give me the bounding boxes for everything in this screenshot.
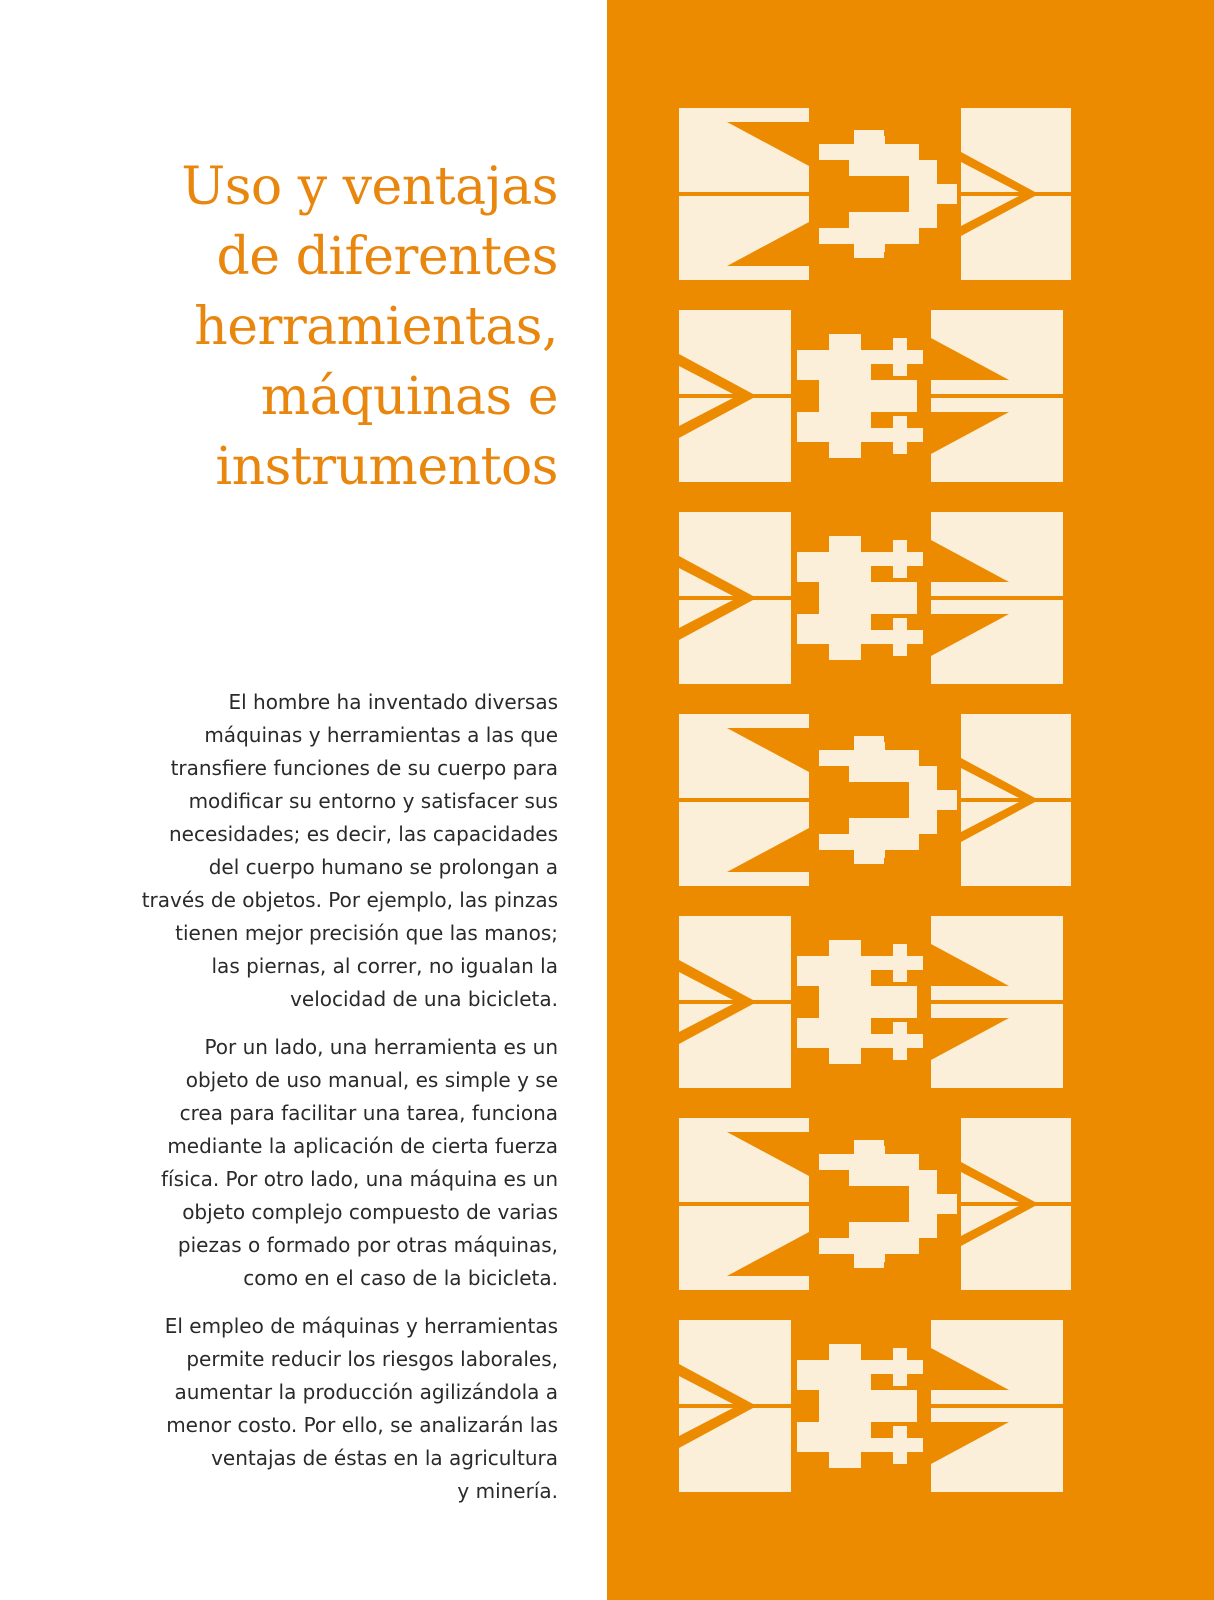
text-line: física. Por otro lado, una máquina es un [161, 1167, 558, 1191]
title-line: instrumentos [215, 437, 558, 497]
text-line: través de objetos. Por ejemplo, las pinzas [141, 888, 558, 912]
text-line: ventajas de éstas en la agricultura [211, 1446, 558, 1470]
text-line: del cuerpo humano se prolongan a [208, 855, 558, 879]
text-line: mediante la aplicación de cierta fuerza [167, 1134, 558, 1158]
paragraph [40, 686, 558, 1016]
text-line: menor costo. Por ello, se analizarán las [166, 1413, 558, 1437]
title-line: herramientas, [194, 297, 558, 357]
title-line: Uso y ventajas [181, 157, 558, 217]
text-line: crea para facilitar una tarea, funciona [179, 1101, 558, 1125]
text-line: objeto de uso manual, es simple y se [185, 1068, 558, 1092]
text-line: El empleo de máquinas y herramientas [164, 1314, 558, 1338]
text-line: velocidad de una bicicleta. [290, 987, 558, 1011]
title-line: de diferentes [216, 227, 558, 287]
text-line: Por un lado, una herramienta es un [204, 1035, 558, 1059]
body-text [40, 686, 558, 1523]
text-line: modificar su entorno y satisfacer sus [188, 789, 558, 813]
text-line: las piernas, al correr, no igualan la [211, 954, 558, 978]
text-line: tienen mejor precisión que las manos; [175, 921, 558, 945]
text-line: transfiere funciones de su cuerpo para [170, 756, 558, 780]
text-line: y minería. [457, 1479, 558, 1503]
text-line: piezas o formado por otras máquinas, [177, 1233, 558, 1257]
text-line: aumentar la producción agilizándola a [174, 1380, 558, 1404]
title-line: máquinas e [260, 367, 558, 427]
text-column [40, 0, 558, 1600]
text-line: como en el caso de la bicicleta. [243, 1266, 558, 1290]
paragraph [40, 1031, 558, 1295]
decorative-band [607, 0, 1214, 1600]
paragraph [40, 1310, 558, 1508]
text-line: El hombre ha inventado diversas [228, 690, 558, 714]
page-title [40, 152, 558, 502]
text-line: objeto complejo compuesto de varias [182, 1200, 558, 1224]
text-line: permite reducir los riesgos laborales, [186, 1347, 558, 1371]
text-line: máquinas y herramientas a las que [204, 723, 558, 747]
decorative-pattern [607, 0, 1214, 1600]
text-line: necesidades; es decir, las capacidades [168, 822, 558, 846]
